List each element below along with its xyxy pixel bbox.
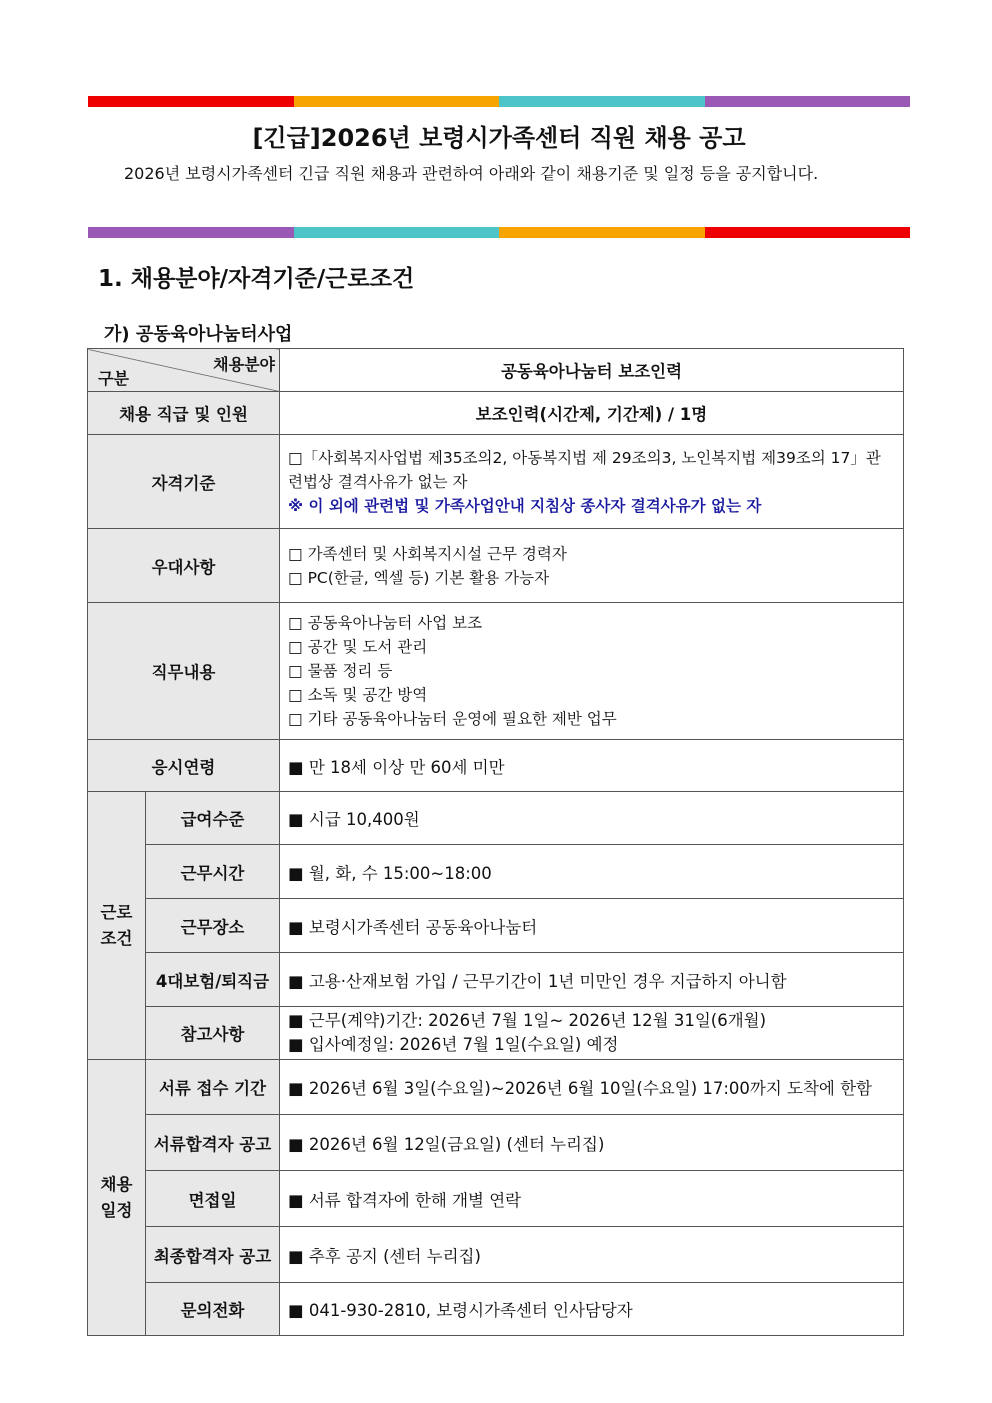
stripe-teal [294, 227, 500, 238]
preference-line: □ PC(한글, 엑셀 등) 기본 활용 가능자 [288, 568, 550, 587]
stripe-orange [294, 96, 500, 107]
work-row-value [280, 1007, 904, 1060]
table-row [88, 529, 904, 603]
header-category-label: 구분 [98, 369, 129, 388]
group-label-line: 일정 [100, 1200, 133, 1220]
table-row [88, 1283, 904, 1336]
duty-line: □ 소독 및 공간 방역 [288, 686, 428, 704]
duty-content [280, 603, 904, 740]
intro-paragraph: 2026년 보령시가족센터 긴급 직원 채용과 관련하여 아래와 같이 채용기준 및 일정 등을 공지합니다. [124, 164, 819, 183]
subsection-heading: 가) 공동육아나눔터사업 [104, 324, 293, 345]
table-row [88, 953, 904, 1007]
group-label-line: 채용 [100, 1174, 133, 1194]
work-row-value: ■ 월, 화, 수 15:00~18:00 [280, 845, 904, 899]
work-row-label: 참고사항 [146, 1007, 280, 1060]
position-value: 보조인력(시간제, 기간제) / 1명 [280, 392, 904, 435]
group-label-line: 근로 [100, 902, 133, 922]
schedule-row-value: ■ 2026년 6월 12일(금요일) (센터 누리집) [280, 1115, 904, 1171]
table-row [88, 792, 904, 845]
duty-line: □ 공간 및 도서 관리 [288, 638, 428, 656]
stripe-red [88, 96, 294, 107]
stripe-orange [499, 227, 705, 238]
section-heading: 1. 채용분야/자격기준/근로조건 [98, 266, 415, 292]
schedule-row-label: 서류 접수 기간 [146, 1060, 280, 1115]
table-row [88, 1171, 904, 1227]
table-row [88, 1227, 904, 1283]
work-row-value: ■ 보령시가족센터 공동육아나눔터 [280, 899, 904, 953]
work-row-value: ■ 고용·산재보험 가입 / 근무기간이 1년 미만인 경우 지급하지 아니함 [280, 953, 904, 1007]
qualification-line: □「사회복지사업법 제35조의2, 아동복지법 제 29조의3, 노인복지법 제39조의 17」관련법상 결격사유가 없는 자 [288, 448, 881, 491]
work-conditions-group [88, 792, 146, 1060]
diagonal-header-cell [88, 349, 280, 392]
schedule-row-label: 문의전화 [146, 1283, 280, 1336]
schedule-row-label: 면접일 [146, 1171, 280, 1227]
recruitment-table [87, 348, 904, 1336]
schedule-row-label: 서류합격자 공고 [146, 1115, 280, 1171]
table-row [88, 435, 904, 529]
qualification-content [280, 435, 904, 529]
work-row-label: 급여수준 [146, 792, 280, 845]
work-row-label: 근무시간 [146, 845, 280, 899]
table-row [88, 740, 904, 792]
stripe-purple [705, 96, 911, 107]
work-row-value: ■ 시급 10,400원 [280, 792, 904, 845]
schedule-row-value: ■ 2026년 6월 3일(수요일)~2026년 6월 10일(수요일) 17:00까지 도착에 한함 [280, 1060, 904, 1115]
stripe-red [705, 227, 911, 238]
schedule-group [88, 1060, 146, 1336]
qualification-label: 자격기준 [88, 435, 280, 529]
qualification-note: ※ 이 외에 관련법 및 가족사업안내 지침상 종사자 결격사유가 없는 자 [288, 496, 762, 515]
stripe-purple [88, 227, 294, 238]
table-row [88, 392, 904, 435]
bottom-color-stripe [88, 227, 910, 238]
reference-line: ■ 입사예정일: 2026년 7월 1일(수요일) 예정 [288, 1035, 619, 1054]
table-header-row [88, 349, 904, 392]
table-row [88, 1115, 904, 1171]
header-field-label: 채용분야 [213, 355, 275, 374]
table-row [88, 1060, 904, 1115]
schedule-row-value: ■ 추후 공지 (센터 누리집) [280, 1227, 904, 1283]
preference-label: 우대사항 [88, 529, 280, 603]
schedule-row-value: ■ 041-930-2810, 보령시가족센터 인사담당자 [280, 1283, 904, 1336]
work-row-label: 근무장소 [146, 899, 280, 953]
preference-line: □ 가족센터 및 사회복지시설 근무 경력자 [288, 544, 567, 563]
duty-label: 직무내용 [88, 603, 280, 740]
duty-line: □ 공동육아나눔터 사업 보조 [288, 614, 483, 632]
schedule-row-label: 최종합격자 공고 [146, 1227, 280, 1283]
duty-line: □ 물품 정리 등 [288, 662, 393, 680]
group-label-line: 조건 [100, 928, 133, 948]
age-value: ■ 만 18세 이상 만 60세 미만 [280, 740, 904, 792]
top-color-stripe [88, 96, 910, 107]
stripe-teal [499, 96, 705, 107]
table-row [88, 845, 904, 899]
table-row [88, 1007, 904, 1060]
table-row [88, 603, 904, 740]
field-value: 공동육아나눔터 보조인력 [280, 349, 904, 392]
position-label: 채용 직급 및 인원 [88, 392, 280, 435]
duty-line: □ 기타 공동육아나눔터 운영에 필요한 제반 업무 [288, 710, 617, 728]
table-row [88, 899, 904, 953]
preference-content [280, 529, 904, 603]
work-row-label: 4대보험/퇴직금 [146, 953, 280, 1007]
reference-line: ■ 근무(계약)기간: 2026년 7월 1일~ 2026년 12월 31일(6개월) [288, 1011, 767, 1030]
page-title: [긴급]2026년 보령시가족센터 직원 채용 공고 [252, 124, 746, 152]
schedule-row-value: ■ 서류 합격자에 한해 개별 연락 [280, 1171, 904, 1227]
age-label: 응시연령 [88, 740, 280, 792]
